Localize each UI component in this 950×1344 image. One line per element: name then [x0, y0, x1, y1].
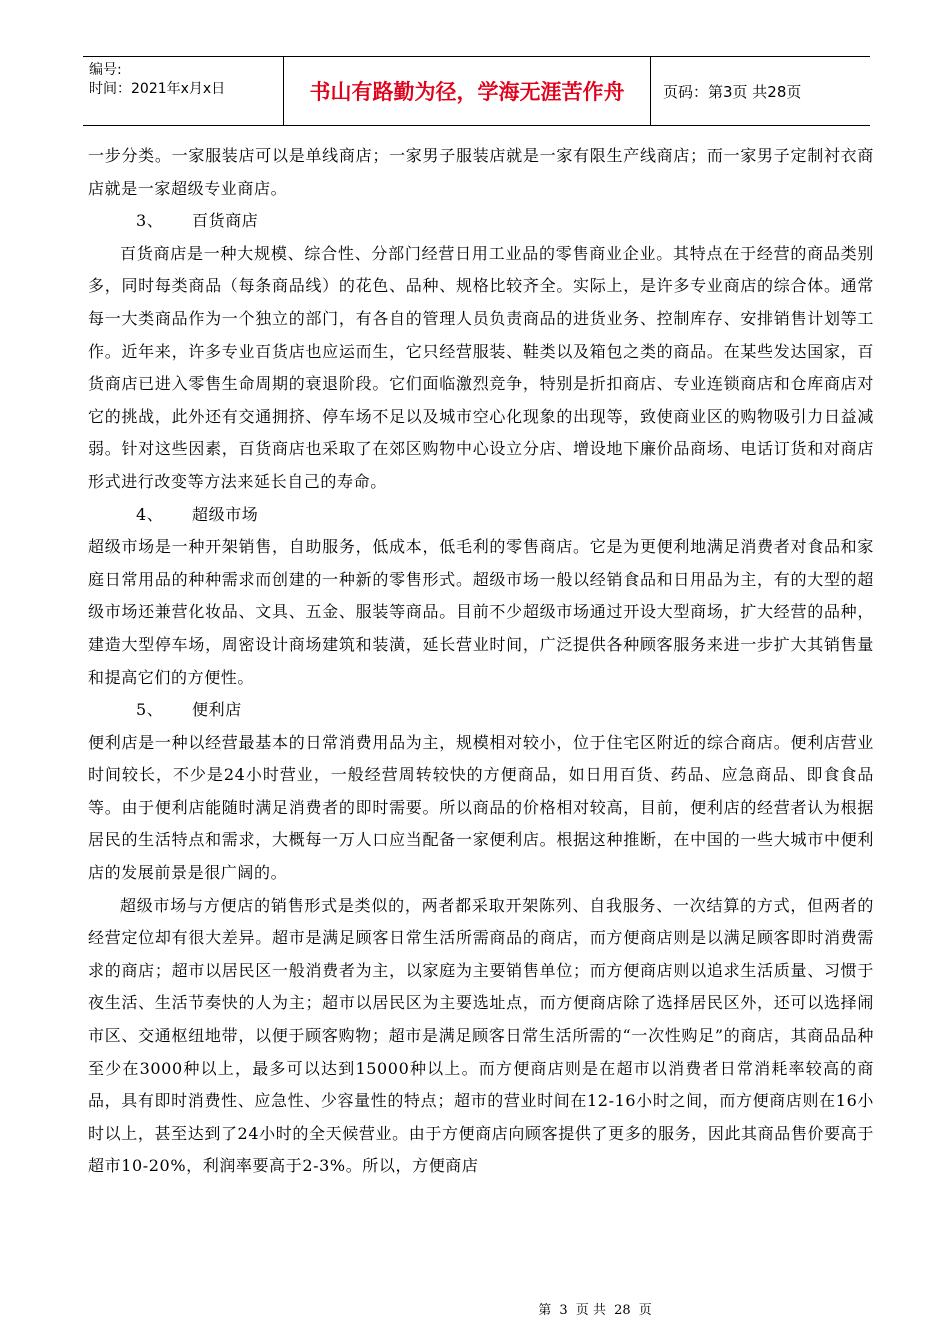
header-meta — [83, 57, 283, 125]
paragraph-convenience-store: 便利店是一种以经营最基本的日常消费用品为主，规模相对较小，位于住宅区附近的综合商店。便利店营业时间较长，不少是24小时营业，一般经营周转较快的方便商品，如日用百货、药品、应急商品、即食食品等。由于便利店能随时满足消费者的即时需要。所以商品的价格相对较高，目前，便利店的经营者认为根据居民的生活特点和需求，大概每一万人口应当配备一家便利店。根据这种推断，在中国的一些大城市中便利店的发展前景是很广阔的。 — [88, 732, 874, 883]
header-page-indicator: 页码：第3页 共28页 — [663, 82, 802, 101]
header-motto: 书山有路勤为径，学海无涯苦作舟 — [283, 57, 651, 125]
time-label: 时间：2021年x月x日 — [89, 81, 226, 97]
footer-total-pages: 28 — [614, 1303, 631, 1318]
page-header — [83, 56, 870, 126]
section-heading-3 — [88, 205, 874, 238]
section-heading-5 — [88, 694, 874, 727]
section-number: 4、 — [136, 504, 164, 524]
footer-current-page: 3 — [559, 1303, 568, 1318]
section-heading-4 — [88, 499, 874, 532]
section-title: 便利店 — [192, 700, 242, 720]
paragraph-department-store: 百货商店是一种大规模、综合性、分部门经营日用工业品的零售商业企业。其特点在于经营的商品类别多，同时每类商品（每条商品线）的花色、品种、规格比较齐全。实际上，是许多专业商店的综合体。通常每一大类商品作为一个独立的部门，有各自的管理人员负责商品的进货业务、控制库存、安排销售计划等工作。近年来，许多专业百货店也应运而生，它只经营服装、鞋类以及箱包之类的商品。在某些发达国家，百货商店已进入零售生命周期的衰退阶段。它们面临激烈竞争，特别是折扣商店、专业连锁商店和仓库商店对它的挑战，此外还有交通拥挤、停车场不足以及城市空心化现象的出现等，致使商业区的购物吸引力日益减弱。针对这些因素，百货商店也采取了在郊区购物中心设立分店、增设地下廉价品商场、电话订货和对商店形式进行改变等方法来延长自己的寿命。 — [88, 243, 874, 491]
section-title: 超级市场 — [192, 504, 259, 524]
section-number: 5、 — [136, 700, 164, 720]
footer-suffix: 页 — [638, 1303, 652, 1318]
paragraph-intro: 一步分类。一家服装店可以是单线商店；一家男子服装店就是一家有限生产线商店；而一家男子定制衬衣商店就是一家超级专业商店。 — [88, 146, 874, 198]
footer-middle: 页 共 — [575, 1303, 606, 1318]
footer-prefix: 第 — [538, 1303, 552, 1318]
paragraph-supermarket: 超级市场是一种开架销售，自助服务，低成本，低毛利的零售商店。它是为更便利地满足消费者对食品和家庭日常用品的种种需求而创建的一种新的零售形式。超级市场一般以经销食品和日用品为主，有的大型的超级市场还兼营化妆品、文具、五金、服装等商品。目前不少超级市场通过开设大型商场，扩大经营的品种，建造大型停车场，周密设计商场建筑和装潢，延长营业时间，广泛提供各种顾客服务来进一步扩大其销售量和提高它们的方便性。 — [88, 537, 874, 687]
section-title: 百货商店 — [192, 211, 259, 231]
paragraph-comparison: 超级市场与方便店的销售形式是类似的，两者都采取开架陈列、自我服务、一次结算的方式，但两者的经营定位却有很大差异。超市是满足顾客日常生活所需商品的商店，而方便商店则是以满足顾客即时消费需求的商店；超市以居民区一般消费者为主，以家庭为主要销售单位；而方便商店则以追求生活质量、习惯于夜生活、生活节奏快的人为主；超市以居民区为主要选址点，而方便商店除了选择居民区外，还可以选择闹市区、交通枢纽地带，以便于顾客购物；超市是满足顾客日常生活所需的“一次性购足”的商店，其商品品种至少在3000种以上，最多可以达到15000种以上。而方便商店则是在超市以消费者日常消耗率较高的商品，具有即时消费性、应急性、少容量性的特点；超市的营业时间在12-16小时之间，而方便商店则在16小时以上，甚至达到了24小时的全天候营业。由于方便商店向顾客提供了更多的服务，因此其商品售价要高于超市10-20%，利润率要高于2-3%。所以，方便商店 — [88, 895, 874, 1176]
page-footer — [0, 1299, 950, 1318]
document-body — [88, 140, 874, 1183]
section-number: 3、 — [136, 211, 164, 231]
serial-label: 编号: — [89, 62, 122, 78]
